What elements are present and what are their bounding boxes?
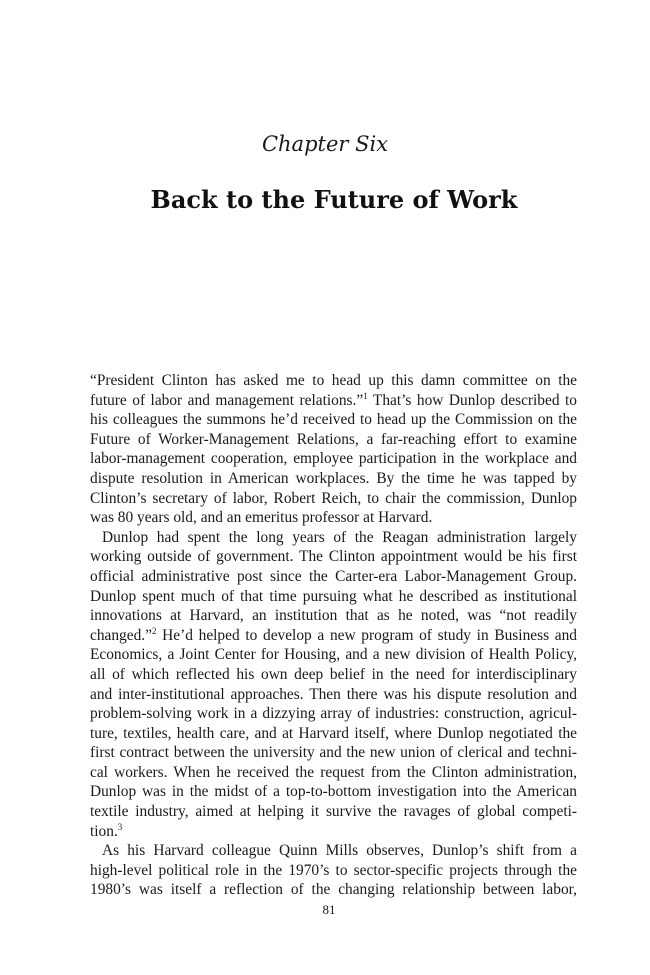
text-segment: He’d helped to develop a new program of study in Business and [156, 626, 577, 644]
text-line: and inter-institutional approaches. Then there was his dispute resolution and [90, 685, 577, 703]
text-line [90, 391, 577, 411]
text-line: cal workers. When he received the request from the Clinton administration, [90, 763, 577, 781]
text-line: his colleagues the summons he’d received to head up the Commission on the [90, 411, 577, 429]
text-line: 1980’s was itself a reflection of the changing relationship between labor, [90, 881, 577, 899]
text-line: first contract between the university and the new union of clerical and techni- [90, 744, 577, 762]
text-line: Dunlop spent much of that time pursuing what he described as institutional [90, 587, 577, 605]
text-line: ture, textiles, health care, and at Harvard itself, where Dunlop negotiated the [90, 724, 577, 742]
text-line: labor-management cooperation, employee participation in the workplace and [90, 450, 577, 468]
body-text [90, 371, 577, 900]
chapter-label: Chapter Six [261, 132, 389, 156]
text-line: Economics, a Joint Center for Housing, and a new division of Health Policy, [90, 646, 577, 664]
text-line: Future of Worker-Management Relations, a far-reaching effort to examine [90, 430, 577, 448]
text-line: was 80 years old, and an emeritus professor at Harvard. [90, 509, 433, 527]
page-number: 81 [322, 902, 336, 917]
chapter-title: Back to the Future of Work [150, 185, 518, 214]
text-segment: tion. [90, 822, 118, 840]
paragraph-1 [90, 371, 577, 528]
footnote-ref-1[interactable]: 1 [363, 390, 368, 401]
text-line: dispute resolution in American workplaces. By the time he was tapped by [90, 469, 577, 487]
text-line: Clinton’s secretary of labor, Robert Reich, to chair the commission, Dunlop [90, 489, 577, 507]
text-line [90, 626, 577, 646]
text-segment: changed.” [90, 626, 152, 644]
text-segment: That’s how Dunlop described to [367, 391, 577, 409]
text-line: innovations at Harvard, an institution that as he noted, was “not readily [90, 607, 577, 625]
text-line: all of which reflected his own deep belief in the need for interdisciplinary [90, 665, 577, 683]
text-line: working outside of government. The Clinton appointment would be his first [90, 548, 577, 566]
footnote-ref-3[interactable]: 3 [117, 821, 123, 832]
text-line: “President Clinton has asked me to head up this damn committee on the [90, 372, 577, 389]
text-line [90, 822, 577, 842]
paragraph-3 [90, 841, 577, 900]
text-segment: future of labor and management relations.” [90, 391, 364, 409]
text-line: As his Harvard colleague Quinn Mills observes, Dunlop’s shift from a [102, 842, 577, 860]
text-line: high-level political role in the 1970’s to sector-specific projects through the [90, 861, 577, 879]
text-line: Dunlop had spent the long years of the Reagan administration largely [102, 528, 577, 546]
paragraph-2 [90, 528, 577, 842]
text-line: Dunlop was in the midst of a top-to-bottom investigation into the American [90, 783, 577, 801]
text-line: official administrative post since the Carter-era Labor-Management Group. [90, 567, 577, 585]
footnote-ref-2[interactable]: 2 [151, 625, 157, 636]
text-line: problem-solving work in a dizzying array of industries: construction, agricul- [90, 705, 577, 723]
text-line: textile industry, aimed at helping it survive the ravages of global competi- [90, 803, 577, 821]
